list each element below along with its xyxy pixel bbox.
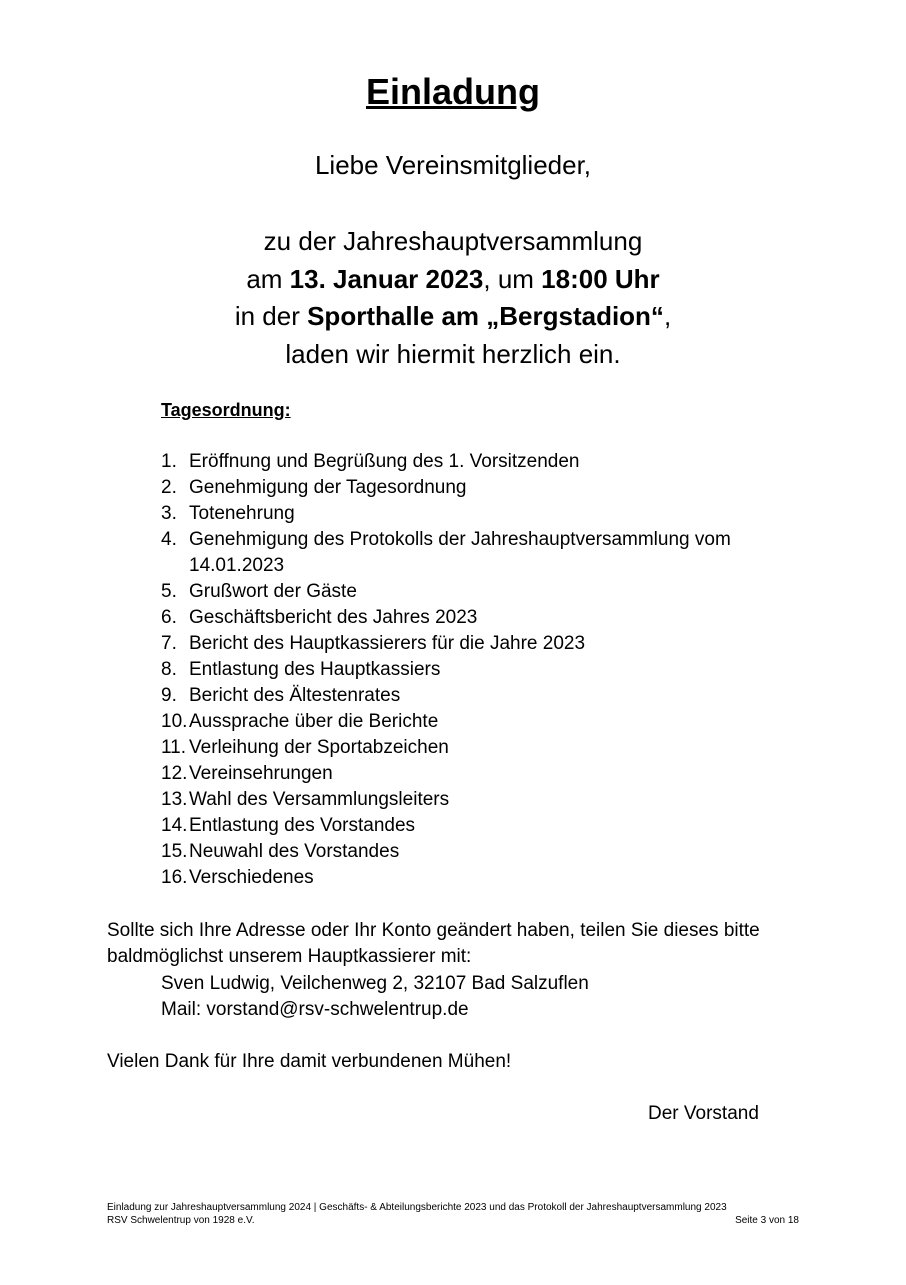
footer-row [107, 1214, 799, 1227]
agenda-item-text: Vereinsehrungen [189, 763, 333, 784]
agenda-item [161, 709, 781, 735]
notice-text: Sollte sich Ihre Adresse oder Ihr Konto geändert haben, teilen Sie dieses bitte baldmöglichst unserem Hauptkassierer mit: [107, 920, 760, 967]
agenda-item [161, 475, 781, 501]
meeting-venue: Sporthalle am „Bergstadion“ [307, 301, 664, 331]
agenda-item-number: 9. [161, 685, 177, 706]
agenda-item-text: Totenehrung [189, 503, 295, 524]
agenda-item-text: Entlastung des Hauptkassiers [189, 659, 441, 680]
agenda-item-text: Geschäftsbericht des Jahres 2023 [189, 607, 478, 628]
agenda-item [161, 527, 781, 579]
agenda-item-number: 4. [161, 529, 177, 550]
agenda-item [161, 761, 781, 787]
invitation-line-3 [0, 298, 906, 336]
agenda-item [161, 579, 781, 605]
agenda-item [161, 839, 781, 865]
agenda-item-number: 10. [161, 711, 188, 732]
agenda-item-text: Bericht des Ältestenrates [189, 685, 401, 706]
agenda-item-number: 3. [161, 503, 177, 524]
agenda-item-number: 15. [161, 841, 188, 862]
meeting-time: 18:00 Uhr [541, 263, 660, 294]
agenda-item-number: 13. [161, 789, 188, 810]
agenda-item-text: Genehmigung des Protokolls der Jahreshauptversammlung vom 14.01.2023 [189, 529, 731, 576]
agenda-item-number: 16. [161, 867, 188, 888]
agenda-item-text: Aussprache über die Berichte [189, 711, 439, 732]
agenda-item-number: 7. [161, 633, 177, 654]
invitation-line-2 [0, 261, 906, 299]
meeting-date: 13. Januar 2023 [289, 263, 484, 294]
agenda-item-text: Verleihung der Sportabzeichen [189, 737, 449, 758]
agenda-item [161, 657, 781, 683]
invitation-line-1: zu der Jahreshauptversammlung [263, 226, 643, 256]
agenda-list [161, 449, 781, 891]
agenda-item-text: Eröffnung und Begrüßung des 1. Vorsitzenden [189, 451, 580, 472]
agenda-item-text: Grußwort der Gäste [189, 581, 357, 602]
agenda-item-text: Bericht des Hauptkassierers für die Jahre 2023 [189, 633, 586, 654]
agenda-item [161, 449, 781, 475]
agenda-item-number: 12. [161, 763, 188, 784]
invitation-line-2-middle: , um [483, 263, 542, 294]
agenda-item [161, 735, 781, 761]
greeting: Liebe Vereinsmitglieder, [314, 150, 592, 180]
page-title: Einladung [366, 71, 540, 112]
agenda-item-number: 5. [161, 581, 177, 602]
signature: Der Vorstand [648, 1103, 759, 1124]
agenda-item [161, 631, 781, 657]
agenda-item [161, 605, 781, 631]
agenda-heading: Tagesordnung: [161, 400, 291, 420]
agenda-item-text: Entlastung des Vorstandes [189, 815, 416, 836]
invitation-line-2-prefix: am [246, 263, 290, 294]
agenda-item-text: Verschiedenes [189, 867, 314, 888]
treasurer-address [161, 971, 589, 1023]
agenda-item [161, 865, 781, 891]
footer-organization: RSV Schwelentrup von 1928 e.V. [107, 1215, 255, 1226]
invitation-text [0, 223, 906, 373]
agenda-item-number: 2. [161, 477, 177, 498]
thanks-text: Vielen Dank für Ihre damit verbundenen Mühen! [107, 1051, 512, 1072]
agenda-item [161, 683, 781, 709]
agenda-item [161, 501, 781, 527]
invitation-line-3-suffix: , [663, 301, 672, 331]
agenda-item-number: 6. [161, 607, 177, 628]
footer-page-number: Seite 3 von 18 [735, 1215, 799, 1226]
mail-line: Mail: vorstand@rsv-schwelentrup.de [161, 999, 469, 1020]
agenda-item-number: 14. [161, 815, 188, 836]
agenda-item-number: 1. [161, 451, 177, 472]
invitation-line-3-prefix: in der [234, 301, 308, 331]
agenda-item-text: Genehmigung der Tagesordnung [189, 477, 467, 498]
agenda-item-text: Wahl des Versammlungsleiters [189, 789, 450, 810]
footer-title: Einladung zur Jahreshauptversammlung 2024 | Geschäfts- & Abteilungsberichte 2023 und das Protokoll der Jahreshauptversammlung 2023 [107, 1202, 727, 1213]
invitation-line-4: laden wir hiermit herzlich ein. [285, 338, 621, 369]
address-line: Sven Ludwig, Veilchenweg 2, 32107 Bad Salzuflen [161, 973, 589, 994]
agenda-item [161, 787, 781, 813]
agenda-item-text: Neuwahl des Vorstandes [189, 841, 400, 862]
page-footer [107, 1201, 799, 1227]
agenda-item-number: 8. [161, 659, 177, 680]
agenda-item-number: 11. [161, 737, 187, 758]
agenda-item [161, 813, 781, 839]
